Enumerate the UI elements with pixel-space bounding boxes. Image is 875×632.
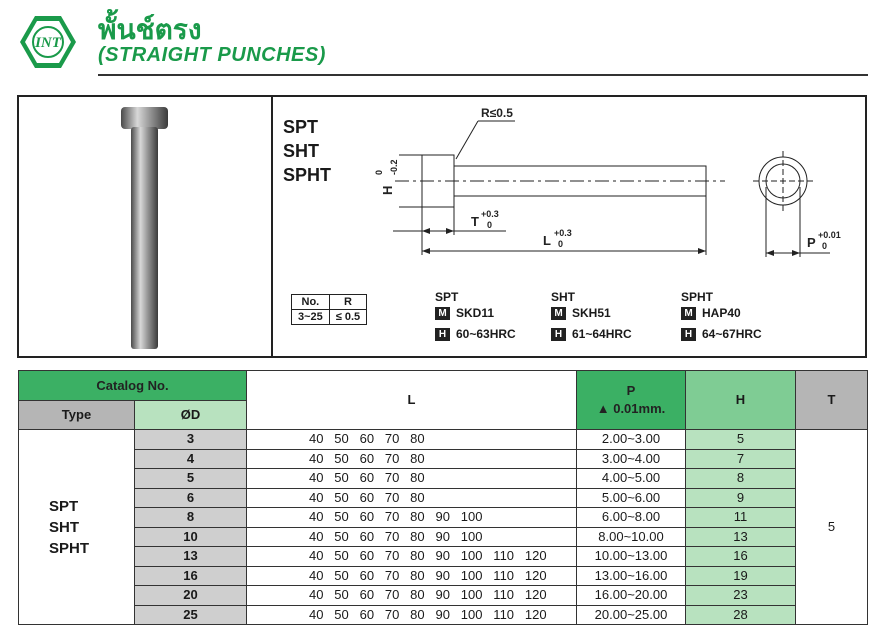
l-cell: 40 50 60 70 80 90 100 bbox=[247, 508, 577, 528]
d-tt-label: +0.3 bbox=[481, 209, 499, 219]
material-badge: M bbox=[435, 307, 450, 320]
h-cell: 28 bbox=[686, 605, 796, 625]
material-spt bbox=[435, 306, 494, 320]
p-unit: 0.01mm. bbox=[613, 401, 666, 416]
hardness-sht bbox=[551, 327, 632, 341]
material-type-spht: SPHT bbox=[681, 290, 714, 304]
p-unit-wrap bbox=[577, 400, 685, 418]
h-cell: 5 bbox=[686, 430, 796, 450]
d-cell: 10 bbox=[135, 527, 247, 547]
h-cell: 23 bbox=[686, 586, 796, 606]
material-spht bbox=[681, 306, 741, 320]
hardness-badge: H bbox=[681, 328, 696, 341]
p-cell: 3.00~4.00 bbox=[577, 449, 686, 469]
table-row bbox=[19, 547, 868, 567]
d-cell: 20 bbox=[135, 586, 247, 606]
p-cell: 13.00~16.00 bbox=[577, 566, 686, 586]
l-cell: 40 50 60 70 80 90 100 110 120 bbox=[247, 586, 577, 606]
d-cell: 3 bbox=[135, 430, 247, 450]
d-ht-label: 0 bbox=[374, 169, 384, 175]
d-cell: 13 bbox=[135, 547, 247, 567]
type-label-sht: SHT bbox=[283, 141, 319, 161]
d-pb-label: 0 bbox=[822, 241, 828, 251]
table-row bbox=[19, 527, 868, 547]
r-value: ≤ 0.5 bbox=[329, 310, 366, 325]
h-cell: 16 bbox=[686, 547, 796, 567]
p-cell: 16.00~20.00 bbox=[577, 586, 686, 606]
table-row bbox=[19, 469, 868, 489]
arrow-up-icon: ▲ bbox=[596, 401, 610, 416]
p-cell: 8.00~10.00 bbox=[577, 527, 686, 547]
type-label-spt: SPT bbox=[283, 117, 319, 137]
logo-text-label: INT bbox=[35, 35, 61, 51]
table-row bbox=[19, 488, 868, 508]
material-badge: M bbox=[551, 307, 566, 320]
l-cell: 40 50 60 70 80 90 100 bbox=[247, 527, 577, 547]
d-cell: 25 bbox=[135, 605, 247, 625]
p-cell: 10.00~13.00 bbox=[577, 547, 686, 567]
d-cell: 8 bbox=[135, 508, 247, 528]
d-cell: 16 bbox=[135, 566, 247, 586]
table-row bbox=[19, 566, 868, 586]
header-divider bbox=[98, 74, 868, 76]
table-row bbox=[19, 449, 868, 469]
material-value: HAP40 bbox=[702, 306, 741, 320]
h-cell: 11 bbox=[686, 508, 796, 528]
h-cell: 9 bbox=[686, 488, 796, 508]
material-badge: M bbox=[681, 307, 696, 320]
dimensions-table bbox=[18, 370, 868, 625]
material-value: SKD11 bbox=[456, 306, 495, 320]
no-value: 3~25 bbox=[292, 310, 330, 325]
d-l-label: L bbox=[543, 233, 551, 248]
d-cell: 5 bbox=[135, 469, 247, 489]
table-row bbox=[19, 430, 868, 450]
d-cell: 4 bbox=[135, 449, 247, 469]
type-value: SPT bbox=[49, 497, 79, 515]
d-p-label: P bbox=[807, 235, 816, 250]
title-english: (STRAIGHT PUNCHES) bbox=[98, 44, 326, 66]
l-cell: 40 50 60 70 80 90 100 110 120 bbox=[247, 566, 577, 586]
table-row bbox=[19, 586, 868, 606]
h-cell: 8 bbox=[686, 469, 796, 489]
catalog-no-header: Catalog No. bbox=[19, 371, 247, 401]
material-sht bbox=[551, 306, 611, 320]
l-cell: 40 50 60 70 80 90 100 110 120 bbox=[247, 605, 577, 625]
title-thai: พั้นช์ตรง bbox=[98, 13, 202, 46]
spec-box bbox=[17, 95, 867, 358]
l-cell: 40 50 60 70 80 bbox=[247, 449, 577, 469]
type-label-spht: SPHT bbox=[283, 165, 332, 185]
d-tb-label: 0 bbox=[487, 220, 493, 230]
h-header: H bbox=[686, 371, 796, 430]
type-header: Type bbox=[19, 401, 135, 430]
d-header: ØD bbox=[135, 401, 247, 430]
hardness-spht bbox=[681, 327, 762, 341]
t-cell: 5 bbox=[796, 430, 868, 625]
p-cell: 20.00~25.00 bbox=[577, 605, 686, 625]
l-cell: 40 50 60 70 80 bbox=[247, 469, 577, 489]
hardness-value: 61~64HRC bbox=[572, 327, 632, 341]
p-label: P bbox=[626, 383, 636, 398]
d-pt-label: +0.01 bbox=[818, 230, 841, 240]
p-cell: 2.00~3.00 bbox=[577, 430, 686, 450]
d-cell: 6 bbox=[135, 488, 247, 508]
p-cell: 6.00~8.00 bbox=[577, 508, 686, 528]
material-type-sht: SHT bbox=[551, 290, 575, 304]
r-header: R bbox=[329, 295, 366, 310]
table-row bbox=[19, 605, 868, 625]
p-cell: 5.00~6.00 bbox=[577, 488, 686, 508]
hardness-badge: H bbox=[435, 328, 450, 341]
type-value: SPHT bbox=[49, 539, 90, 557]
type-value: SHT bbox=[49, 518, 79, 536]
product-photo bbox=[19, 97, 273, 356]
type-cell bbox=[19, 430, 135, 625]
material-type-spt: SPT bbox=[435, 290, 459, 304]
hardness-badge: H bbox=[551, 328, 566, 341]
h-cell: 19 bbox=[686, 566, 796, 586]
table-row bbox=[19, 508, 868, 528]
p-cell: 4.00~5.00 bbox=[577, 469, 686, 489]
technical-drawing bbox=[275, 97, 865, 356]
hardness-value: 64~67HRC bbox=[702, 327, 762, 341]
t-header: T bbox=[796, 371, 868, 430]
d-r-label: R≤0.5 bbox=[481, 106, 513, 120]
punch-drawing bbox=[275, 97, 865, 277]
hardness-spt bbox=[435, 327, 516, 341]
d-t-label: T bbox=[471, 214, 479, 229]
material-value: SKH51 bbox=[572, 306, 611, 320]
l-cell: 40 50 60 70 80 90 100 110 120 bbox=[247, 547, 577, 567]
hardness-value: 60~63HRC bbox=[456, 327, 516, 341]
int-logo bbox=[18, 14, 78, 70]
d-lb-label: 0 bbox=[558, 239, 564, 249]
p-header bbox=[577, 371, 686, 430]
d-lt-label: +0.3 bbox=[554, 228, 572, 238]
h-cell: 13 bbox=[686, 527, 796, 547]
l-cell: 40 50 60 70 80 bbox=[247, 430, 577, 450]
l-header: L bbox=[247, 371, 577, 430]
d-hb-label: -0.2 bbox=[389, 159, 399, 175]
no-header: No. bbox=[292, 295, 330, 310]
d-h-label: H bbox=[380, 185, 395, 195]
h-cell: 7 bbox=[686, 449, 796, 469]
l-cell: 40 50 60 70 80 bbox=[247, 488, 577, 508]
no-r-table bbox=[291, 294, 367, 325]
